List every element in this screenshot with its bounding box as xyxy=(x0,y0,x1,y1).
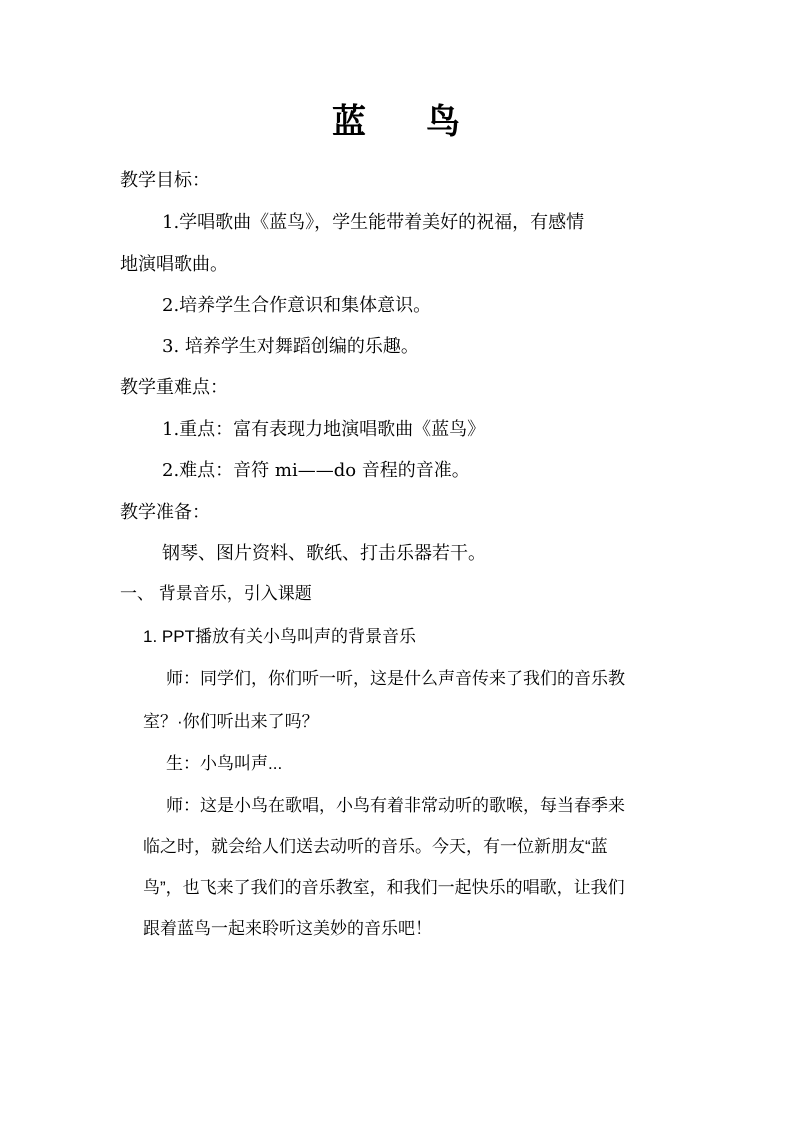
paragraph-3-line-2: 临之时，就会给人们送去动听的音乐。今天，有一位新朋友“蓝 xyxy=(143,837,608,856)
page-title xyxy=(0,100,794,144)
paragraph-3-line-3: 鸟”，也飞来了我们的音乐教室，和我们一起快乐的唱歌，让我们 xyxy=(143,878,625,897)
goal-item-1: 1.学唱歌曲《蓝鸟》，学生能带着美好的祝福，有感情 xyxy=(162,212,585,233)
goal-item-2: 2.培养学生合作意识和集体意识。 xyxy=(162,295,432,316)
paragraph-2: 生：小鸟叫声... xyxy=(166,754,283,773)
prep-heading: 教学准备： xyxy=(120,502,210,523)
goal-item-3: 3. 培养学生对舞蹈创编的乐趣。 xyxy=(162,336,419,357)
goal-heading: 教学目标： xyxy=(120,170,210,191)
paragraph-1-line-1: 师：同学们，你们听一听，这是什么声音传来了我们的音乐教 xyxy=(166,669,625,688)
section-heading-1: 一、 背景音乐，引入课题 xyxy=(120,584,312,603)
step-1: 1. PPT播放有关小鸟叫声的背景音乐 xyxy=(143,627,416,646)
prep-item-1: 钢琴、图片资料、歌纸、打击乐器若干。 xyxy=(162,543,486,564)
paragraph-3-line-4: 跟着蓝鸟一起来聆听这美妙的音乐吧！ xyxy=(143,919,432,938)
paragraph-1-line-2: 室？·你们听出来了吗？ xyxy=(143,712,319,731)
key-item-1: 1.重点：富有表现力地演唱歌曲《蓝鸟》 xyxy=(162,419,486,440)
key-item-2: 2.难点：音符 mi——do 音程的音准。 xyxy=(162,460,470,481)
title-char-2: 鸟 xyxy=(426,102,462,142)
paragraph-3-line-1: 师：这是小鸟在歌唱，小鸟有着非常动听的歌喉，每当春季来 xyxy=(166,796,625,815)
title-char-1: 蓝 xyxy=(332,102,368,142)
key-heading: 教学重难点： xyxy=(120,377,228,398)
goal-item-1-cont: 地演唱歌曲。 xyxy=(120,254,228,275)
